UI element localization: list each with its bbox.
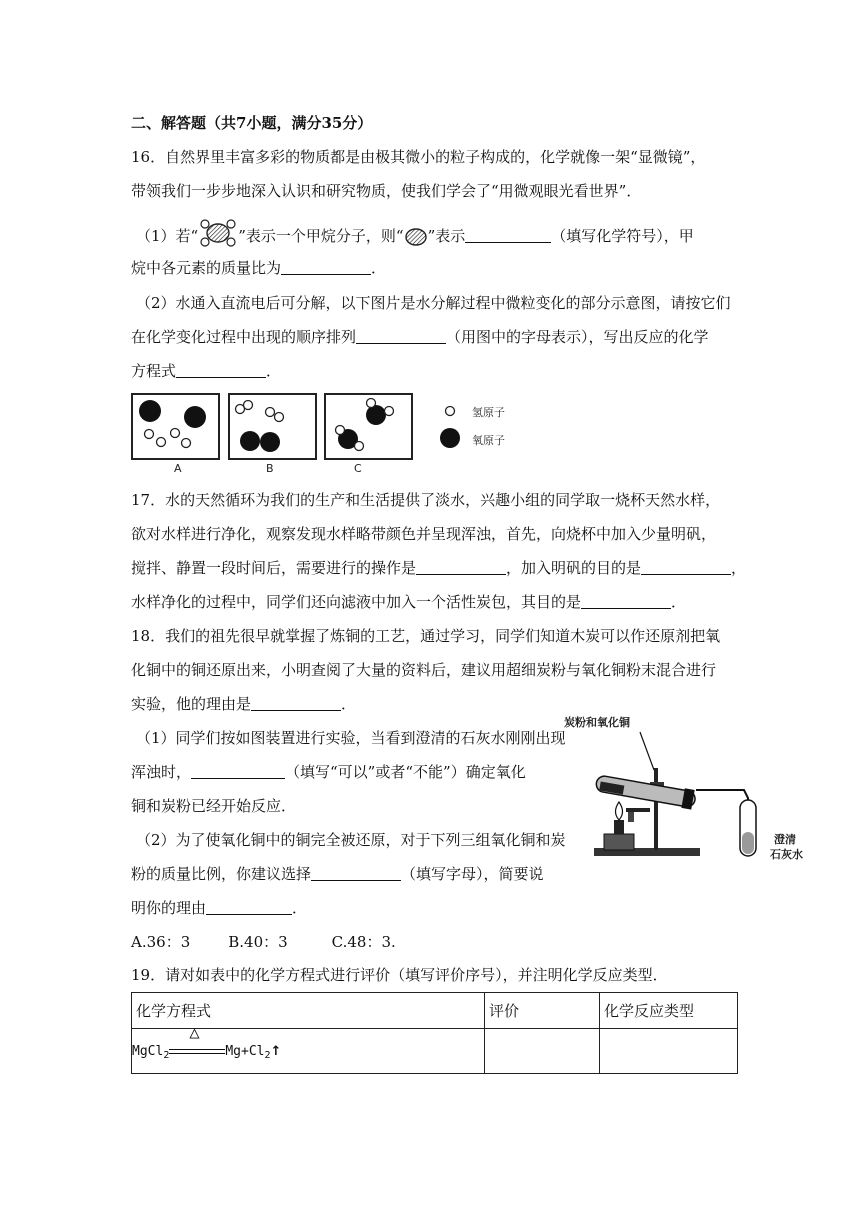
figure-b-particles xyxy=(230,395,315,458)
gas-arrow-icon: ↑ xyxy=(270,1044,282,1059)
q16-blank-equation[interactable] xyxy=(176,362,266,378)
figure-box-c xyxy=(324,393,413,460)
figure-a-particles xyxy=(133,395,218,458)
q16-p2-3a: 方程式 xyxy=(131,362,177,380)
apparatus-label-limewater-1: 澄清 xyxy=(774,833,796,846)
header-reaction-type: 化学反应类型 xyxy=(600,993,738,1029)
carbon-atom-icon xyxy=(404,227,428,252)
q16-part1-line2 xyxy=(131,258,386,278)
q18-part2-line3 xyxy=(131,898,307,918)
q16-p1-f: ． xyxy=(371,259,387,277)
q16-p1-a: （1）若“ xyxy=(136,227,199,245)
eq-reactant: MgCl xyxy=(132,1044,164,1059)
methane-molecule-icon xyxy=(198,219,238,252)
q18-p2-2a: 粉的质量比例，你建议选择 xyxy=(131,865,312,883)
q17-line1: 17．水的天然循环为我们的生产和生活提供了淡水，兴趣小组的同学取一烧杯天然水样， xyxy=(131,491,721,509)
q18-3b: ． xyxy=(341,695,357,713)
legend-hydrogen: 氢原子 xyxy=(472,406,505,419)
q18-blank-reason[interactable] xyxy=(251,695,341,711)
q18-p2-3a: 明你的理由 xyxy=(131,899,207,917)
q16-blank-symbol[interactable] xyxy=(465,227,551,243)
figure-label-c: C xyxy=(354,462,362,475)
q16-part2-line2 xyxy=(131,327,709,347)
q16-part2-line1: （2）水通入直流电后可分解，以下图片是水分解过程中微粒变化的部分示意图，请按它们 xyxy=(136,294,731,312)
q18-blank-explain[interactable] xyxy=(206,899,292,915)
figure-box-b xyxy=(228,393,317,460)
q17-blank-alum-purpose[interactable] xyxy=(641,559,731,575)
q16-part2-line3 xyxy=(131,361,281,381)
apparatus-drawing xyxy=(566,728,776,864)
q16-p1-b: ”表示一个甲烷分子，则“ xyxy=(238,227,404,245)
q16-blank-mass-ratio[interactable] xyxy=(281,259,371,275)
q16-part1 xyxy=(136,219,694,252)
q18-option-c: C.48：3. xyxy=(331,933,396,951)
legend-atoms-icon xyxy=(440,402,460,452)
q17-line4 xyxy=(131,592,686,612)
q19-line1: 19．请对如表中的化学方程式进行评价（填写评价序号），并注明化学反应类型． xyxy=(131,966,668,984)
q16-blank-order[interactable] xyxy=(356,328,446,344)
evaluation-cell[interactable] xyxy=(485,1029,600,1074)
q17-line3 xyxy=(131,558,746,578)
eq-reactant-sub: 2 xyxy=(163,1050,170,1061)
figure-c-particles xyxy=(326,395,411,458)
q18-part2-line1: （2）为了使氧化铜中的铜完全被还原，对于下列三组氧化铜和炭 xyxy=(136,831,566,849)
q18-line1: 18．我们的祖先很早就掌握了炼铜的工艺，通过学习，同学们知道木炭可以作还原剂把氧 xyxy=(131,627,721,645)
q18-option-a: A.36：3 xyxy=(131,933,191,951)
q16-p2-3b: ． xyxy=(266,362,282,380)
evaluation-table xyxy=(131,992,738,1074)
q17-3a: 搅拌、静置一段时间后，需要进行的操作是 xyxy=(131,559,417,577)
header-evaluation: 评价 xyxy=(485,993,600,1029)
q18-p2-3b: ． xyxy=(292,899,308,917)
eq-condition-sign xyxy=(169,1022,225,1059)
q17-4a: 水样净化的过程中，同学们还向滤液中加入一个活性炭包，其目的是 xyxy=(131,593,582,611)
apparatus-label-powder: 炭粉和氧化铜 xyxy=(564,716,630,729)
q18-blank-choice[interactable] xyxy=(311,865,401,881)
header-equation: 化学方程式 xyxy=(132,993,485,1029)
q18-line2: 化铜中的铜还原出来，小明查阅了大量的资料后，建议用超细炭粉与氧化铜粉末混合进行 xyxy=(131,661,717,679)
heat-triangle-icon: △ xyxy=(189,1022,200,1043)
q16-p2-2a: 在化学变化过程中出现的顺序排列 xyxy=(131,328,357,346)
q17-blank-operation[interactable] xyxy=(416,559,506,575)
q18-part1-line1: （1）同学们按如图装置进行实验，当看到澄清的石灰水刚刚出现 xyxy=(136,729,566,747)
eq-product-sub: 2 xyxy=(264,1050,271,1061)
q18-part1-line3: 铜和炭粉已经开始反应． xyxy=(131,797,297,815)
eq-products: Mg+Cl xyxy=(225,1044,265,1059)
q16-line2: 带领我们一步步地深入认识和研究物质，使我们学会了“用微观眼光看世界”． xyxy=(131,182,642,200)
equation-cell xyxy=(132,1022,485,1074)
section-title: 二、解答题（共7小题，满分35分） xyxy=(131,114,373,132)
q16-p1-c: ”表示 xyxy=(427,227,466,245)
q18-part1-line2 xyxy=(131,762,526,782)
q18-options xyxy=(131,932,396,952)
q17-blank-carbon-purpose[interactable] xyxy=(581,593,671,609)
q17-line2: 欲对水样进行净化，观察发现水样略带颜色并呈现浑浊，首先，向烧杯中加入少量明矾， xyxy=(131,525,717,543)
q18-blank-can-or-not[interactable] xyxy=(191,763,285,779)
q18-p1-2a: 浑浊时， xyxy=(131,763,192,781)
q17-3c: ， xyxy=(731,559,747,577)
q17-3b: ，加入明矾的目的是 xyxy=(506,559,642,577)
q16-p1-e: 烷中各元素的质量比为 xyxy=(131,259,282,277)
table-row xyxy=(132,1029,738,1074)
q18-p2-2b: （填写字母），简要说 xyxy=(401,865,544,883)
q16-line1: 16．自然界里丰富多彩的物质都是由极其微小的粒子构成的，化学就像一架“显微镜”， xyxy=(131,148,706,166)
legend-oxygen: 氧原子 xyxy=(472,434,505,447)
q18-3a: 实验，他的理由是 xyxy=(131,695,252,713)
q16-p2-2b: （用图中的字母表示），写出反应的化学 xyxy=(446,328,709,346)
chemical-equation xyxy=(132,1022,282,1061)
q16-p1-d: （填写化学符号），甲 xyxy=(551,227,694,245)
figure-label-a: A xyxy=(174,462,182,475)
q18-p1-2b: （填写“可以”或者“不能”）确定氧化 xyxy=(285,763,526,781)
q18-line3 xyxy=(131,694,356,714)
figure-label-b: B xyxy=(266,462,274,475)
q18-option-b: B.40：3 xyxy=(228,933,288,951)
figure-box-a xyxy=(131,393,220,460)
reaction-type-cell[interactable] xyxy=(600,1029,738,1074)
table-header-row xyxy=(132,993,738,1029)
q17-4b: ． xyxy=(671,593,687,611)
q18-part2-line2 xyxy=(131,864,544,884)
apparatus-label-limewater-2: 石灰水 xyxy=(770,848,803,861)
